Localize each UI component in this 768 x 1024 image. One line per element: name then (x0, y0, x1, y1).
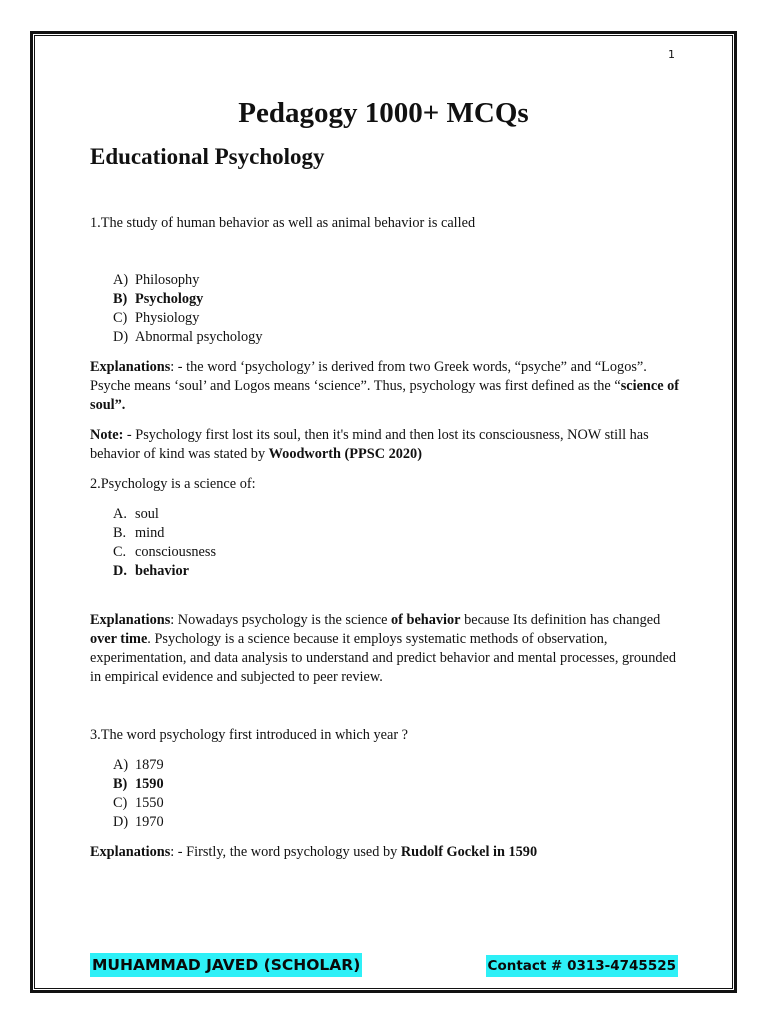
question-3-explanation: Explanations: - Firstly, the word psychology used by Rudolf Gockel in 1590 (90, 844, 538, 860)
mcq-content (90, 214, 680, 862)
option-b-correct: B) 1590 (113, 776, 164, 792)
question-2-explanation: Explanations: Nowadays psychology is the science of behavior because Its definition has changed over time. Psychology is a science because it employs systematic methods of observation, experimentation, and data analysis to understand and predict behavior and mental processes, grounded in empirical evidence and subjected to peer review. (90, 612, 676, 685)
author-name: MUHAMMAD JAVED (SCHOLAR) (90, 953, 362, 977)
option-b-correct: B) Psychology (113, 291, 204, 307)
question-3-options (90, 756, 680, 832)
option-b: B. mind (113, 525, 165, 541)
question-1-explanation: Explanations: - the word ‘psychology’ is derived from two Greek words, “psyche” and “Logos”. Psyche means ‘soul’ and Logos means ‘science”. Thus, psychology was first defined as the “science of soul”. (90, 359, 680, 413)
question-2-text: 2.Psychology is a science of: (90, 476, 256, 492)
document-title: Pedagogy 1000+ MCQs (238, 97, 529, 129)
option-c: C) 1550 (113, 795, 164, 811)
page-number: 1 (668, 48, 675, 61)
option-a: A. soul (113, 506, 159, 522)
question-2-options (90, 505, 680, 581)
question-3-text: 3.The word psychology first introduced in which year ? (90, 727, 409, 743)
option-a: A) 1879 (113, 757, 164, 773)
option-d: D) 1970 (113, 814, 164, 830)
option-a: A) Philosophy (113, 272, 200, 288)
option-c: C) Physiology (113, 310, 200, 326)
question-1-text: 1.The study of human behavior as well as animal behavior is called (90, 215, 476, 231)
question-1-options (90, 271, 680, 347)
question-1-note: Note: - Psychology first lost its soul, then it's mind and then lost its consciousness, NOW still has behavior of kind was stated by Woodworth (PPSC 2020) (90, 427, 649, 462)
contact-number: Contact # 0313-4745525 (486, 955, 678, 977)
option-d-correct: D. behavior (113, 563, 190, 579)
option-d: D) Abnormal psychology (113, 329, 263, 345)
option-c: C. consciousness (113, 544, 217, 560)
section-heading: Educational Psychology (90, 144, 325, 169)
